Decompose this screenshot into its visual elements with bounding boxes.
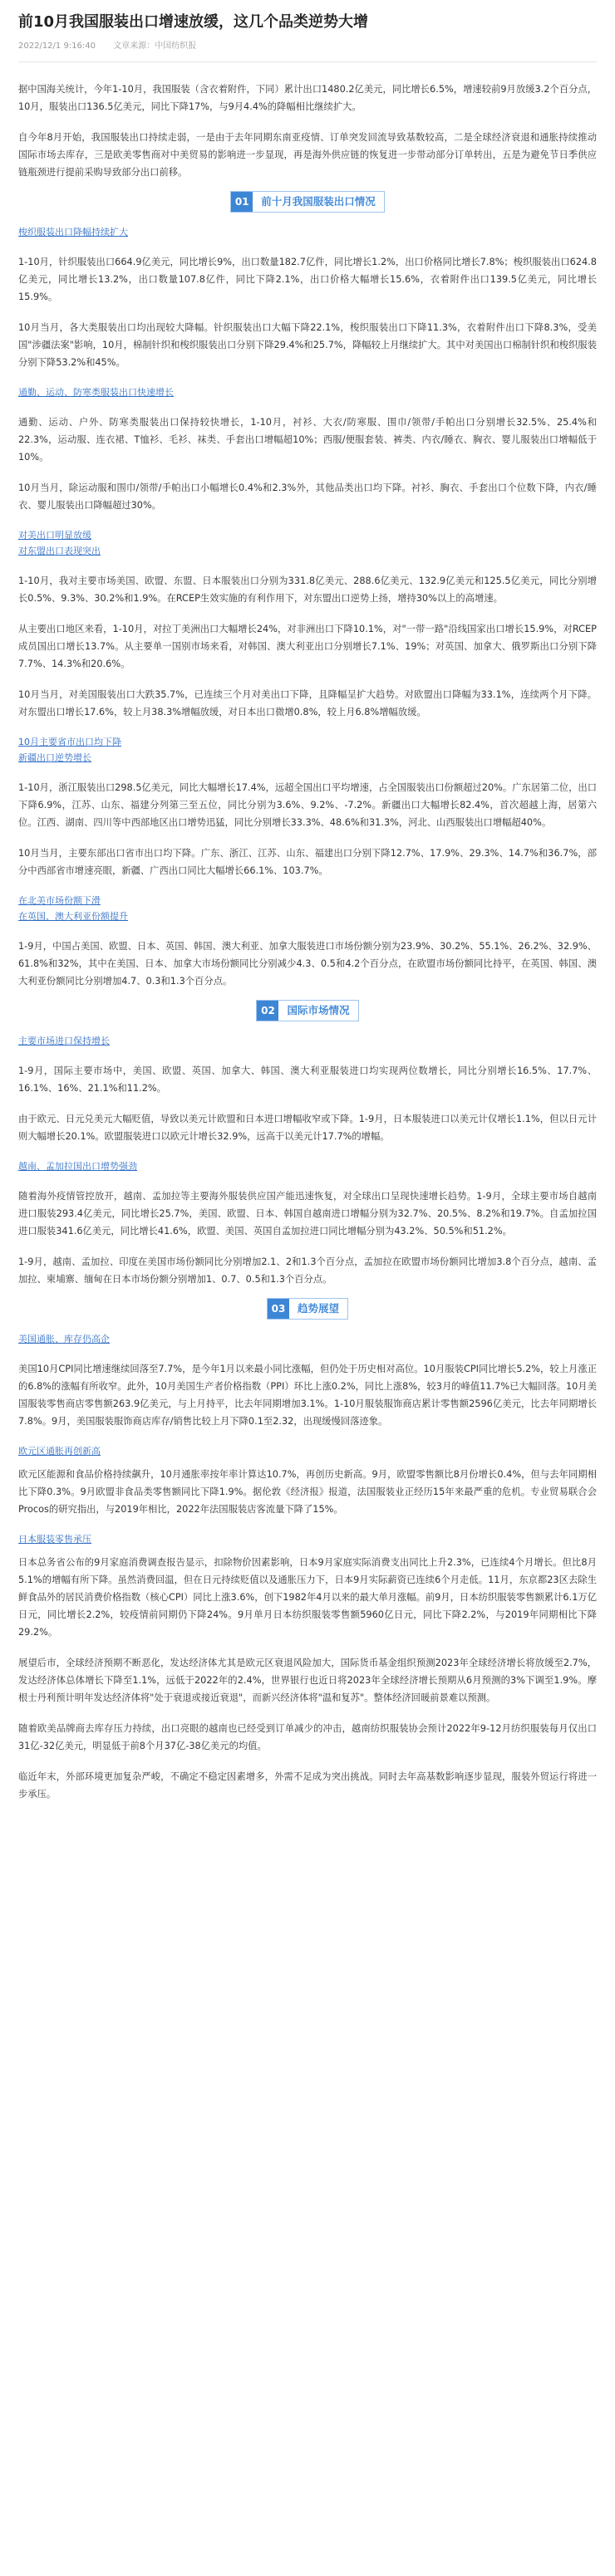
subheading-link[interactable]: 10月主要省市出口均下降 <box>18 737 121 747</box>
section-number: 02 <box>257 1001 278 1021</box>
section-header-3 <box>18 1298 597 1323</box>
section-title: 趋势展望 <box>297 1302 339 1315</box>
section-title: 国际市场情况 <box>287 1004 350 1016</box>
paragraph: 从主要出口地区来看，1-10月，对拉丁美洲出口大幅增长24%，对非洲出口下降10.1%，对"一带一路"沿线国家出口增长15.9%，对RCEP成员国出口增长13.7%。从主要单一国别市场来看，对韩国、澳大利亚出口分别增长7.1%、19%；对英国、加拿大、俄罗斯出口分别下降7.7%、14.3%和20.6%。 <box>18 624 597 669</box>
paragraph: 欧元区能源和食品价格持续飙升，10月通胀率按年率计算达10.7%，再创历史新高。9月，欧盟零售额比8月份增长0.4%，但与去年同期相比下降0.3%。9月欧盟非食品类零售额同比下降1.9%。据伦敦《经济报》报道，法国服装业正经历15年来最严重的危机。专业贸易联合会Procos的研究指出，与2019年相比，2022年法国服装店客流量下降了15%。 <box>18 1469 597 1515</box>
subheading-link[interactable]: 新疆出口逆势增长 <box>18 752 91 763</box>
article-meta <box>18 38 597 51</box>
subheading-link[interactable]: 对美出口明显放缓 <box>18 530 91 541</box>
subheading-link[interactable]: 欧元区通胀再创新高 <box>18 1446 101 1457</box>
subheading-link[interactable]: 美国通胀、库存仍高企 <box>18 1334 110 1344</box>
paragraph: 展望后市，全球经济预期不断恶化，发达经济体尤其是欧元区衰退风险加大，国际货币基金组织预测2023年全球经济增长将放缓至2.7%，发达经济体总体增长下降至1.1%，远低于2022年的2.4%，世界银行也近日将2023年全球经济增长预期从6月预测的3%下调至1.9%。摩根士丹利预计明年发达经济体将"处于衰退或接近衰退"，而新兴经济体将"温和复苏"。整体经济回暖前景难以预测。 <box>18 1658 597 1703</box>
section-badge <box>230 191 385 213</box>
intro-paragraph-1: 据中国海关统计，今年1-10月，我国服装（含衣着附件，下同）累计出口1480.2亿美元，同比增长6.5%，增速较前9月放缓3.2个百分点，10月，服装出口136.5亿美元，同比下降17%，与9月4.4%的降幅相比继续扩大。 <box>18 84 597 112</box>
subheading-link[interactable]: 越南、孟加拉国出口增势强劲 <box>18 1161 137 1172</box>
subheading-link[interactable]: 主要市场进口保持增长 <box>18 1036 110 1046</box>
paragraph: 1-9月，国际主要市场中，美国、欧盟、英国、加拿大、韩国、澳大利亚服装进口均实现两位数增长，同比分别增长16.5%、17.7%、16.1%、16%、21.1%和11.2%。 <box>18 1065 597 1094</box>
article-source: 文章来源：中国纺织报 <box>113 42 197 51</box>
subheading-link[interactable]: 对东盟出口表现突出 <box>18 546 101 556</box>
section-header-1 <box>18 191 597 216</box>
paragraph: 通勤、运动、户外、防寒类服装出口保持较快增长，1-10月，衬衫、大衣/防寒服、围巾/领带/手帕出口分别增长32.5%、25.4%和22.3%，运动服、连衣裙、T恤衫、毛衫、袜类、手套出口增幅超10%；西服/便服套装、裤类、内衣/睡衣、胸衣、婴儿服装出口增幅低于10%。 <box>18 417 597 463</box>
paragraph: 美国10月CPI同比增速继续回落至7.7%，是今年1月以来最小同比涨幅，但仍处于历史相对高位。10月服装CPI同比增长5.2%，较上月涨正的6.8%的涨幅有所收窄。此外，10月美国生产者价格指数（PPI）环比上涨0.2%，同比上涨8%，较3月的峰值11.7%已大幅回落。10月美国服装零售商店零售额263.9亿美元，与上月持平，比去年同期增加3.1%。1-10月服装服饰商店累计零售额2596亿美元，比去年同期增长7.8%。9月，美国服装服饰商店库存/销售比较上月下降0.1至2.32，出现缓慢回落迹象。 <box>18 1364 597 1427</box>
page-title: 前10月我国服装出口增速放缓，这几个品类逆势大增 <box>18 13 369 31</box>
paragraph: 10月当月，对美国服装出口大跌35.7%，已连续三个月对美出口下降，且降幅呈扩大趋势。对欧盟出口降幅为33.1%，连续两个月下降。对东盟出口增长17.6%，较上月38.3%增幅放缓，对日本出口微增0.8%，较上月6.8%增幅放缓。 <box>18 689 597 717</box>
section-title: 前十月我国服装出口情况 <box>261 195 376 208</box>
section-badge <box>256 1000 358 1021</box>
section-header-2 <box>18 1000 597 1025</box>
paragraph: 随着海外疫情管控放开，越南、孟加拉等主要海外服装供应国产能迅速恢复，对全球出口呈现快速增长趋势。1-9月，全球主要市场自越南进口服装293.4亿美元，同比增长25.7%，美国、欧盟、日本、韩国自越南进口增幅分别为32.7%、20.5%、8.2%和19.7%。自孟加拉国进口服装341.6亿美元，同比增长41.6%，欧盟、美国、英国自孟加拉进口同比增幅分别为43.2%、50.5%和51.2%。 <box>18 1191 597 1237</box>
publish-date: 2022/12/1 9:16:40 <box>18 42 96 51</box>
paragraph: 1-10月，针织服装出口664.9亿美元，同比增长9%，出口数量182.7亿件，同比增长1.2%，出口价格同比增长7.8%；梭织服装出口624.8亿美元，同比增长13.2%，出口数量107.8亿件，同比下降2.1%，出口价格大幅增长15.6%，衣着附件出口139.5亿美元，同比增长15.9%。 <box>18 257 597 302</box>
paragraph: 1-9月，中国占美国、欧盟、日本、英国、韩国、澳大利亚、加拿大服装进口市场份额分别为23.9%、30.2%、55.1%、26.2%、32.9%、61.8%和32%，其中在美国、日本、加拿大市场份额同比分别减少4.3、0.5和4.2个百分点，在欧盟市场份额同比持平，在英国、韩国、澳大利亚份额同比分别增加4.7、0.3和1.3个百分点。 <box>18 941 597 987</box>
paragraph: 10月当月，除运动服和围巾/领带/手帕出口小幅增长0.4%和2.3%外，其他品类出口均下降。衬衫、胸衣、手套出口个位数下降，内衣/睡衣、婴儿服装出口降幅超过30%。 <box>18 482 597 511</box>
paragraph: 随着欧美品牌商去库存压力持续，出口亮眼的越南也已经受到订单减少的冲击，越南纺织服装协会预计2022年9-12月纺织服装每月仅出口31亿-32亿美元，明显低于前8个月37亿-38亿美元的均值。 <box>18 1723 597 1751</box>
subheading-link[interactable]: 在英国、澳大利亚份额提升 <box>18 911 128 922</box>
paragraph: 10月当月，主要东部出口省市出口均下降。广东、浙江、江苏、山东、福建出口分别下降12.7%、17.9%、29.3%、14.7%和36.7%，部分中西部省市增速亮眼，新疆、广西出口同比大幅增长66.1%、103.7%。 <box>18 848 597 876</box>
paragraph: 1-9月，越南、孟加拉、印度在美国市场份额同比分别增加2.1、2和1.3个百分点，孟加拉在欧盟市场份额同比增加3.8个百分点，越南、孟加拉、柬埔寨、缅甸在日本市场份额分别增加1、0.7、0.5和1.3个百分点。 <box>18 1256 597 1285</box>
intro-paragraph-2: 自今年8月开始，我国服装出口持续走弱，一是由于去年同期东南亚疫情、订单突发回流导致基数较高，二是全球经济衰退和通胀持续推动国际市场去库存，三是欧美零售商对中美贸易的影响进一步显现，再是海外供应链的恢复进一步带动部分订单转出，五是为避免节日季供应链瓶颈进行提前采购导致部分出口前移。 <box>18 132 597 178</box>
paragraph: 10月当月，各大类服装出口均出现较大降幅。针织服装出口大幅下降22.1%，梭织服装出口下降11.3%，衣着附件出口下降8.3%，受美国"涉疆法案"影响，10月，棉制针织和梭织服装出口分别下降29.4%和25.7%，降幅较上月继续扩大。其中对美国出口棉制针织和梭织服装分别下降53.2%和45%。 <box>18 322 597 368</box>
subheading-link[interactable]: 梭织服装出口降幅持续扩大 <box>18 227 128 238</box>
paragraph: 临近年末，外部环境更加复杂严峻，不确定不稳定因素增多，外需不足成为突出挑战。同时去年高基数影响逐步显现，服装外贸运行将进一步承压。 <box>18 1771 597 1800</box>
paragraph: 由于欧元、日元兑美元大幅贬值，导致以美元计欧盟和日本进口增幅收窄或下降。1-9月，日本服装进口以美元计仅增长1.1%，但以日元计则大幅增长20.1%。欧盟服装进口以欧元计增长32.9%，远高于以美元计17.7%的增幅。 <box>18 1114 597 1142</box>
paragraph: 日本总务省公布的9月家庭消费调查报告显示，扣除物价因素影响，日本9月家庭实际消费支出同比上升2.3%，已连续4个月增长。但比8月5.1%的增幅有所下降。虽然消费回温，但在日元持续贬值以及通胀压力下，日本9月实际薪资已连续6个月走低。11月，东京都23区去除生鲜食品外的居民消费价格指数（核心CPI）同比上涨3.6%，创下1982年4月以来的最大单月涨幅。前9月，日本纺织服装零售额累计6.1万亿日元，同比增长2.2%，较疫情前同期仍下降24%。9月单月日本纺织服装零售额5960亿日元，同比下降2.2%，与2019年同期相比下降29.2%。 <box>18 1557 597 1638</box>
section-badge <box>267 1298 348 1320</box>
subheading-link[interactable]: 在北美市场份额下滑 <box>18 895 101 906</box>
section-number: 01 <box>231 192 253 212</box>
paragraph: 1-10月，浙江服装出口298.5亿美元，同比大幅增长17.4%，远超全国出口平均增速，占全国服装出口份额超过20%。广东居第二位，出口下降6.9%，江苏、山东、福建分列第三至五位，同比分别为3.6%、9.2%、-7.2%。新疆出口大幅增长82.4%，首次超越上海，居第六位。江西、湖南、四川等中西部地区出口增势迅猛，同比分别增长33.3%、48.6%和31.3%，河北、山西服装出口增幅超40%。 <box>18 782 597 828</box>
section-number: 03 <box>268 1299 289 1319</box>
subheading-link[interactable]: 通勤、运动、防寒类服装出口快速增长 <box>18 387 174 398</box>
paragraph: 1-10月，我对主要市场美国、欧盟、东盟、日本服装出口分别为331.8亿美元、288.6亿美元、132.9亿美元和125.5亿美元，同比分别增长0.5%、9.3%、30.2%和1.9%。在RCEP生效实施的有利作用下，对东盟出口逆势上扬，增持30%以上的高增速。 <box>18 575 597 604</box>
subheading-link[interactable]: 日本服装零售承压 <box>18 1534 91 1545</box>
